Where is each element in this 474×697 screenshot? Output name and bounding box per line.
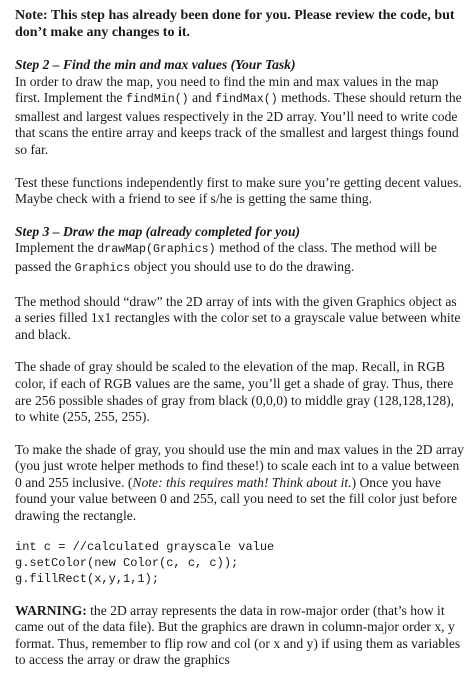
step2-p1-text-a: In order to draw the map, you need to find the min and max values in the map first. Implement the [15,73,439,106]
step3-p4-text-a: To make the shade of gray, you should use the min and max values in the 2D array (you just wrote helper methods to find these!) to scale each int to a value between 0 and 255 inclusive. ( [15,441,464,490]
step2-paragraph-1 [15,74,466,159]
code-line: g.fillRect(x,y,1,1); [15,571,160,586]
code-block [15,539,466,587]
graphics-code: Graphics [74,261,131,275]
step2-p1-text-c: methods. These should return the smallest and largest values respectively in the 2D array. You’ll need to write code that scans the entire array and keeps track of the smallest and largest things found so far. [15,90,462,157]
step3-paragraph-1 [15,240,466,277]
step3-heading: Step 3 – Draw the map (already completed for you) [15,223,301,239]
step3-p4-text-b: ) Once you have found your value between 0 and 255, call you need to set the fill color just before drawing the rectangle. [15,474,458,524]
step3-p4-emphasis: Note: this requires math! Think about it. [132,474,352,490]
warning-paragraph [15,603,466,669]
code-line: g.setColor(new Color(c, c, c)); [15,555,239,570]
findmax-code: findMax() [215,93,278,107]
findmin-code: findMin() [126,93,189,107]
warning-text: the 2D array represents the data in row-major order (that’s how it came out of the data file). But the graphics are drawn in column-major order x, y format. Thus, remember to flip row and col (or x and y) if using them as variables to access the array or draw the graphics [15,602,461,668]
note-paragraph: Note: This step has already been done for you. Please review the code, but don’t make any changes to it. [15,8,455,40]
step2-heading: Step 2 – Find the min and max values (Your Task) [15,57,296,72]
step2-paragraph-2: Test these functions independently first to make sure you’re getting decent values. Maybe check with a friend to see if s/he is getting the same thing. [15,174,462,207]
drawmap-code: drawMap(Graphics) [97,243,216,257]
step3-paragraph-3: The shade of gray should be scaled to the elevation of the map. Recall, in RGB color, if each of RGB values are the same, you’ll get a shade of gray. Thus, there are 256 possible shades of gray from black (0,0,0) to middle gray (128,128,128), to white (255, 255, 255). [15,359,455,425]
step3-p1-text-a: Implement the [15,240,98,256]
step3-paragraph-2: The method should “draw” the 2D array of ints with the given Graphics object as a series filled 1x1 rectangles with the color set to a grayscale value between white and black. [15,293,461,342]
step3-p1-text-c: object you should use to do the drawing. [130,258,355,274]
warning-label: WARNING: [15,602,87,618]
code-line: int c = //calculated grayscale value [15,539,275,554]
step3-paragraph-4 [15,442,466,525]
step3-p1-text-b: method of the class. The method will be passed the [15,240,437,274]
step2-p1-text-b: and [188,90,216,106]
